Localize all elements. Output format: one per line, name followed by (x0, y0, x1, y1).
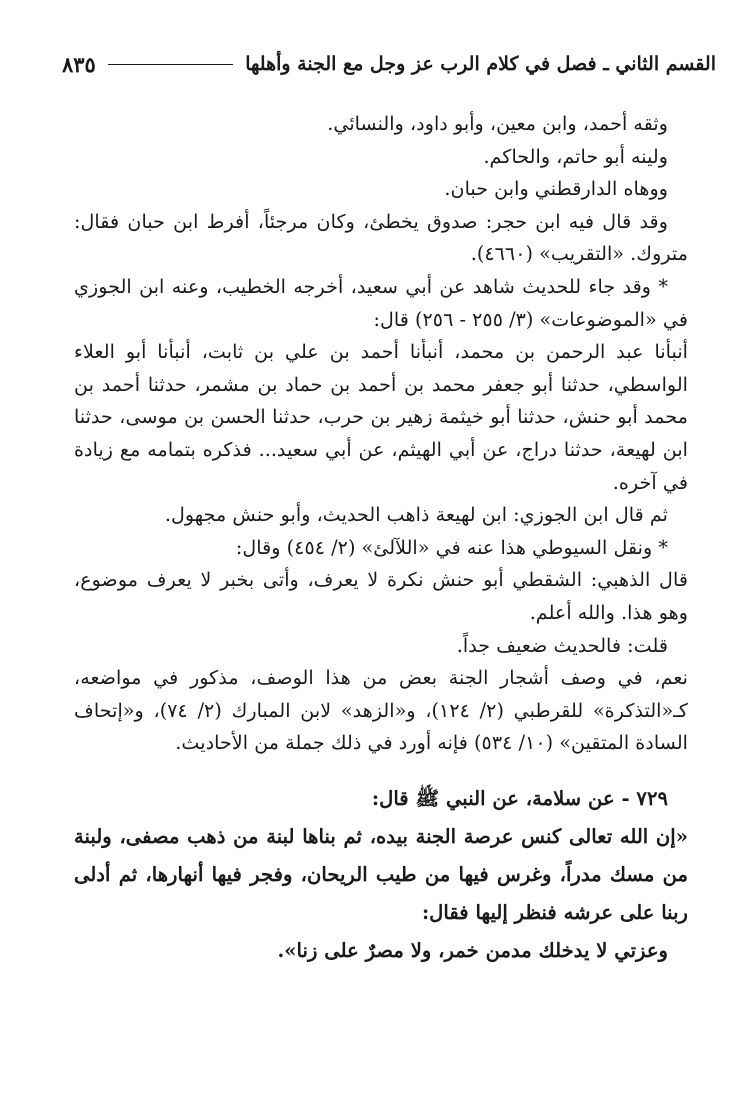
commentary-paragraph: نعم، في وصف أشجار الجنة بعض من هذا الوصف، مذكور في مواضعه، كـ«التذكرة» للقرطبي (٢/ ١٢٤)، و«الزهد» لابن المبارك (٢/ ٧٤)، و«إتحاف السادة المتقين» (١٠/ ٥٣٤) فإنه أورد في ذلك جملة من الأحاديث. (74, 666, 688, 755)
running-header (62, 44, 716, 84)
commentary-paragraph: وقد قال فيه ابن حجر: صدوق يخطئ، وكان مرجئاً، أفرط ابن حبان فقال: متروك. «التقريب» (٤٦٦٠). (74, 209, 688, 266)
section-gap (74, 760, 688, 780)
commentary-paragraph: وثقه أحمد، وابن معين، وأبو داود، والنسائي. (327, 112, 668, 135)
hadith-paragraph: وعزتي لا يدخلك مدمن خمر، ولا مصرٌ على زنا». (277, 938, 668, 962)
header-rule (108, 64, 233, 65)
commentary-paragraph: قلت: فالحديث ضعيف جداً. (456, 633, 668, 657)
commentary-paragraph: قال الذهبي: الشقطي أبو حنش نكرة لا يعرف، وأتى بخبر لا يعرف موضوع، وهو هذا. والله أعلم. (74, 568, 688, 624)
commentary-paragraph: * وقد جاء للحديث شاهد عن أبي سعيد، أخرجه الخطيب، وعنه ابن الجوزي في «الموضوعات» (٣/ ٢٥٥ - ٢٥٦) قال: (74, 274, 688, 331)
commentary-paragraph: أنبأنا عبد الرحمن بن محمد، أنبأنا أحمد بن علي بن ثابت، أنبأنا أبو العلاء الواسطي، حدثنا أبو جعفر محمد بن أحمد بن حماد بن مشمر، حدثنا أحمد بن محمد أبو حنش، حدثنا أبو خيثمة زهير بن حرب، حدثنا الحسن بن موسى، حدثنا ابن لهيعة، حدثنا دراج، عن أبي الهيثم، عن أبي سعيد... فذكره بتمامه مع زيادة في آخره. (74, 340, 688, 494)
header-title: القسم الثاني ـ فصل في كلام الرب عز وجل مع الجنة وأهلها (245, 53, 716, 75)
commentary-paragraph: ووهاه الدارقطني وابن حبان. (444, 177, 668, 201)
commentary-paragraph: * ونقل السيوطي هذا عنه في «اللآلئ» (٢/ ٤٥٤) وقال: (235, 535, 668, 559)
hadith-paragraph: «إن الله تعالى كنس عرصة الجنة بيده، ثم بناها لبنة من ذهب مصفى، ولبنة من مسك مدراً، وغرس فيها من طيب الريحان، وفجر فيها أنهارها، ثم أدلى ربنا على عرشه فنظر إليها فقال: (74, 824, 688, 924)
commentary-paragraph: ثم قال ابن الجوزي: ابن لهيعة ذاهب الحديث، وأبو حنش مجهول. (164, 503, 668, 527)
page-number: ٨٣٥ (62, 51, 96, 77)
hadith-paragraph: ٧٢٩ - عن سلامة، عن النبي ﷺ قال: (371, 786, 668, 810)
page-body (74, 108, 688, 970)
commentary-paragraph: ولينه أبو حاتم، والحاكم. (483, 144, 668, 168)
